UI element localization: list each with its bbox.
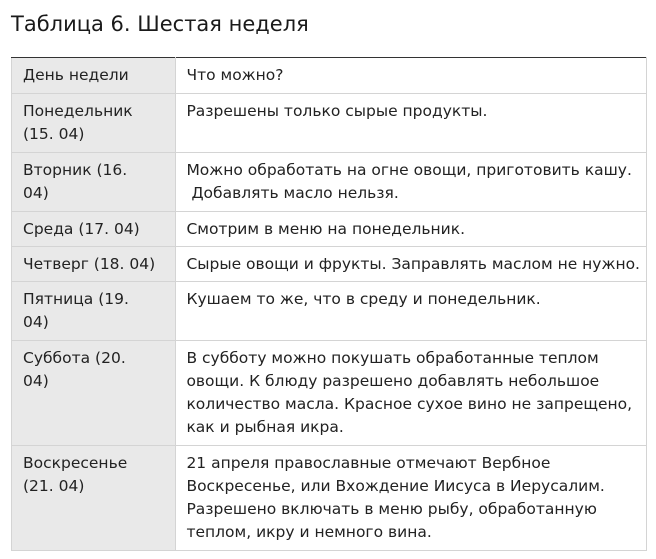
day-cell xyxy=(12,247,176,282)
description-cell xyxy=(176,153,647,212)
day-label xyxy=(23,153,171,205)
description-line: Разрешено включать в меню рыбу, обработанную xyxy=(186,500,597,518)
day-cell xyxy=(12,212,176,247)
day-label-line: Четверг (18. 04) xyxy=(23,255,156,273)
description-line: овощи. К блюду разрешено добавлять небольшое xyxy=(186,372,600,390)
description-cell xyxy=(176,446,647,551)
day-cell xyxy=(12,341,176,446)
description-line: Смотрим в меню на понедельник. xyxy=(186,220,466,238)
day-label-line: Суббота (20. xyxy=(23,349,126,367)
header-desc-cell xyxy=(176,58,647,94)
description-text xyxy=(186,282,640,311)
day-label-line: 04) xyxy=(23,184,49,202)
day-label xyxy=(23,282,171,334)
day-label-line: Понедельник xyxy=(23,102,133,120)
description-text xyxy=(186,341,640,439)
description-line: В субботу можно покушать обработанные теплом xyxy=(186,349,599,367)
description-text xyxy=(186,446,640,544)
day-label-line: (15. 04) xyxy=(23,125,85,143)
header-desc-label: Что можно? xyxy=(186,66,284,84)
table-row xyxy=(12,153,647,212)
header-day-label: День недели xyxy=(23,66,129,84)
table-title: Таблица 6. Шестая неделя xyxy=(11,12,309,36)
day-label-line: Среда (17. 04) xyxy=(23,220,140,238)
day-label-line: 04) xyxy=(23,372,49,390)
day-label xyxy=(23,94,171,146)
day-cell xyxy=(12,446,176,551)
day-label-line: 04) xyxy=(23,313,49,331)
day-label xyxy=(23,341,171,393)
day-label-line: Воскресенье xyxy=(23,454,128,472)
day-label xyxy=(23,212,171,241)
day-label xyxy=(23,247,171,276)
description-cell xyxy=(176,94,647,153)
day-label-line: (21. 04) xyxy=(23,477,85,495)
table-row xyxy=(12,341,647,446)
description-line: 21 апреля православные отмечают Вербное xyxy=(186,454,551,472)
description-text xyxy=(186,153,640,205)
day-label-line: Пятница (19. xyxy=(23,290,129,308)
description-line: количество масла. Красное сухое вино не запрещено, xyxy=(186,395,633,413)
description-line: Добавлять масло нельзя. xyxy=(191,184,399,202)
table-row xyxy=(12,446,647,551)
day-cell xyxy=(12,153,176,212)
day-label-line: Вторник (16. xyxy=(23,161,128,179)
description-line: Сырые овощи и фрукты. Заправлять маслом не нужно. xyxy=(186,255,640,273)
description-line: теплом, икру и немного вина. xyxy=(186,523,432,541)
description-cell xyxy=(176,341,647,446)
day-cell xyxy=(12,94,176,153)
day-label xyxy=(23,446,171,498)
description-line: Кушаем то же, что в среду и понедельник. xyxy=(186,290,541,308)
description-text xyxy=(186,247,640,276)
description-cell xyxy=(176,282,647,341)
description-line: Можно обработать на огне овощи, приготовить кашу. xyxy=(186,161,632,179)
table-row xyxy=(12,247,647,282)
table-header-row xyxy=(12,58,647,94)
description-line: Разрешены только сырые продукты. xyxy=(186,102,488,120)
table-row xyxy=(12,282,647,341)
description-line: как и рыбная икра. xyxy=(186,418,344,436)
diet-week-table xyxy=(11,57,647,551)
description-cell xyxy=(176,247,647,282)
header-day-cell xyxy=(12,58,176,94)
day-cell xyxy=(12,282,176,341)
table-row xyxy=(12,94,647,153)
description-text xyxy=(186,94,640,123)
description-line: Воскресенье, или Вхождение Иисуса в Иерусалим. xyxy=(186,477,605,495)
description-cell xyxy=(176,212,647,247)
table-row xyxy=(12,212,647,247)
description-text xyxy=(186,212,640,241)
